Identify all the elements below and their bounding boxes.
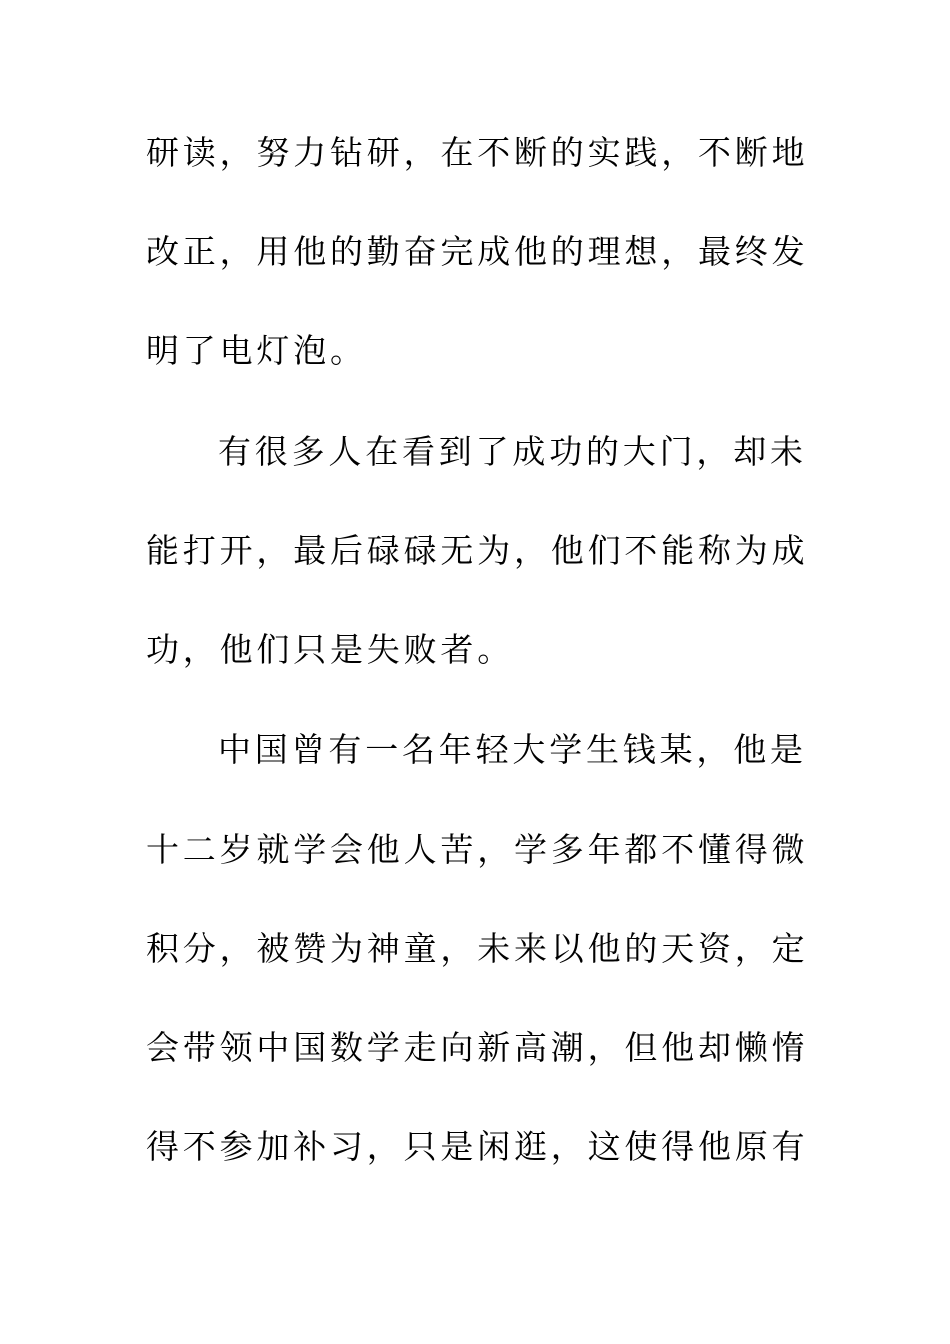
- paragraph-start-line: 有很多人在看到了成功的大门，却未: [218, 432, 807, 471]
- text-line: 得不参加补习，只是闲逛，这使得他原有: [146, 1127, 809, 1166]
- text-line: 能打开，最后碌碌无为，他们不能称为成: [146, 531, 809, 570]
- text-line: 十二岁就学会他人苦，学多年都不懂得微: [146, 830, 809, 869]
- text-line: 功，他们只是失败者。: [146, 630, 514, 669]
- text-line: 改正，用他的勤奋完成他的理想，最终发: [146, 232, 809, 271]
- text-line: 研读，努力钻研，在不断的实践，不断地: [146, 133, 809, 172]
- paragraph-start-line: 中国曾有一名年轻大学生钱某，他是: [218, 730, 807, 769]
- text-line: 会带领中国数学走向新高潮，但他却懒惰: [146, 1028, 809, 1067]
- text-line: 积分，被赞为神童，未来以他的天资，定: [146, 929, 809, 968]
- text-line: 明了电灯泡。: [146, 331, 367, 370]
